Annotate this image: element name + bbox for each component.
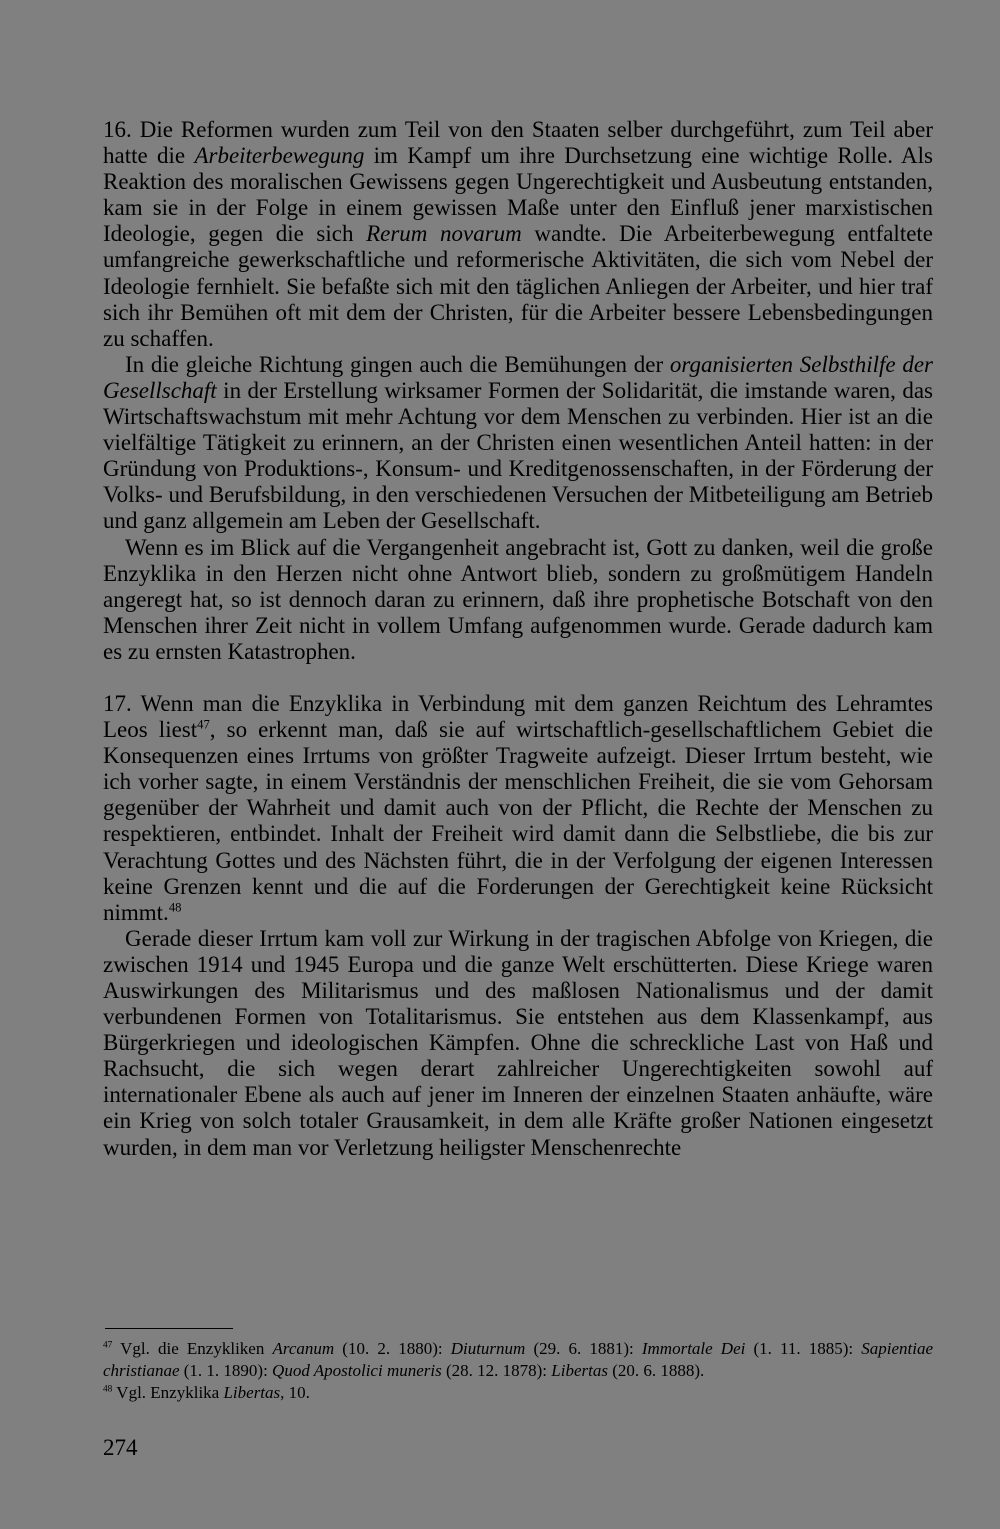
text-run: im Kampf um ihre Durchsetzung eine wichtige Rolle. Als Reaktion des moralischen Gewissens gegen Ungerechtigkeit und Ausbeutung entstanden, kam sie in der Folge in einem gewissen Maße unter den Einfluß jener marxistischen Ideologie, gegen die sich — [103, 143, 934, 247]
footnote-ref: 47 — [103, 1340, 113, 1351]
text-run: In die gleiche Richtung gingen auch die Bemühungen der — [125, 351, 670, 377]
section-17 — [103, 691, 933, 1161]
text-run: Wenn es im Blick auf die Vergangenheit angebracht ist, Gott zu danken, weil die große Enzyklika in den Herzen nicht ohne Antwort blieb, sondern zu großmütigem Handeln angeregt hat, so ist dennoch daran zu erinnern, daß ihre prophetische Botschaft von den Menschen ihrer Zeit nicht in vollem Umfang aufgenommen wurde. Gerade dadurch kam es zu ernsten Katastrophen. — [103, 534, 933, 664]
italic-term: Immortale Dei — [641, 1339, 746, 1358]
paragraph — [103, 535, 933, 665]
footnote-ref: 48 — [103, 1384, 113, 1395]
italic-term: Libertas — [551, 1361, 608, 1380]
footnote-47 — [103, 1338, 933, 1382]
text-run: (29. 6. 1881): — [525, 1339, 642, 1358]
text-run: (20. 6. 1888). — [607, 1361, 705, 1380]
italic-term: Rerum novarum — [366, 221, 522, 247]
text-run: (1. 1. 1890): — [179, 1361, 273, 1380]
italic-term: Arbeiterbewegung — [194, 143, 365, 169]
footnotes — [103, 1338, 933, 1404]
text-run: Vgl. die Enzykliken — [112, 1339, 273, 1358]
text-run: in der Erstellung wirksamer Formen der Solidarität, die imstande waren, das Wirtschaftswachstum mit mehr Achtung vor dem Menschen zu verbinden. Hier ist an die vielfältige Tätigkeit zu erinnern, an der Christen einen wesentlichen Anteil hatten: in der Gründung von Produktions-, Konsum- und Kreditgenossenschaften, in der Förderung der Volks- und Berufsbildung, in den verschiedenen Versuchen der Mitbeteiligung am Betrieb und ganz allgemein am Leben der Gesellschaft. — [103, 377, 933, 534]
text-run: wandte. Die Arbeiterbewegung entfaltete umfangreiche gewerkschaftliche und reformerische Aktivitäten, die sich vom Nebel der Ideologie fernhielt. Sie befaßte sich mit den täglichen Anliegen der Arbeiter, und hier traf sich ihr Bemühen oft mit dem der Christen, für die Arbeiter bessere Lebensbedingungen zu schaffen. — [103, 221, 934, 351]
paragraph — [103, 352, 933, 535]
footnote-ref: 48 — [168, 900, 182, 915]
text-run: , 10. — [280, 1383, 310, 1402]
footnote-ref: 47 — [197, 717, 210, 732]
page-body — [103, 117, 933, 1161]
italic-term: Quod Apostolici muneris — [272, 1361, 442, 1380]
paragraph — [103, 926, 933, 1161]
text-run: (28. 12. 1878): — [441, 1361, 552, 1380]
text-run: (10. 2. 1880): — [334, 1339, 451, 1358]
page-number: 274 — [103, 1435, 138, 1460]
section-16 — [103, 117, 933, 665]
italic-term: Libertas — [223, 1383, 281, 1402]
italic-term: Diuturnum — [450, 1339, 526, 1358]
italic-term: Sapientiae christianae — [103, 1339, 934, 1380]
footnote-divider — [105, 1328, 233, 1329]
italic-term: organisierten Selbsthilfe der Gesellschaft — [103, 351, 933, 403]
footnote-48 — [103, 1382, 933, 1404]
italic-term: Arcanum — [272, 1339, 335, 1358]
text-run: Vgl. Enzyklika — [112, 1383, 224, 1402]
text-run: 17. Wenn man die Enzyklika in Verbindung mit dem ganzen Reichtum des Lehramtes Leos liest — [103, 690, 933, 743]
paragraph — [103, 117, 933, 352]
text-run: , so erkennt man, daß sie auf wirtschaftlich-gesellschaftlichem Gebiet die Konsequenzen eines Irrtums von größter Tragweite aufzeigt. Dieser Irrtum besteht, wie ich vorher sagte, in einem Verständnis der menschlichen Freiheit, die sie vom Gehorsam gegenüber der Wahrheit und damit auch von der Pflicht, die Rechte der Menschen zu respektieren, entbindet. Inhalt der Freiheit wird damit dann die Selbstliebe, die bis zur Verachtung Gottes und des Nächsten führt, die in der Verfolgung der eigenen Interessen keine Grenzen kennt und die auf die Forderungen der Gerechtigkeit keine Rücksicht nimmt. — [103, 717, 933, 925]
paragraph — [103, 691, 933, 926]
text-run: Gerade dieser Irrtum kam voll zur Wirkung in der tragischen Abfolge von Kriegen, die zwischen 1914 und 1945 Europa und die ganze Welt erschütterten. Diese Kriege waren Auswirkungen des Militarismus und des maßlosen Nationalismus und der damit verbundenen Formen von Totalitarismus. Sie entstehen aus dem Klassenkampf, aus Bürgerkriegen und ideologischen Kämpfen. Ohne die schreckliche Last von Haß und Rachsucht, die sich wegen derart zahlreicher Ungerechtigkeiten sowohl auf internationaler Ebene als auch auf jener im Inneren der einzelnen Staaten anhäufte, wäre ein Krieg von solch totaler Grausamkeit, in dem alle Kräfte großer Nationen eingesetzt wurden, in dem man vor Verletzung heiligster Menschenrechte — [103, 925, 933, 1160]
text-run: (1. 11. 1885): — [745, 1339, 862, 1358]
text-run: 16. Die Reformen wurden zum Teil von den Staaten selber durchgeführt, zum Teil aber hatte die — [103, 117, 933, 169]
